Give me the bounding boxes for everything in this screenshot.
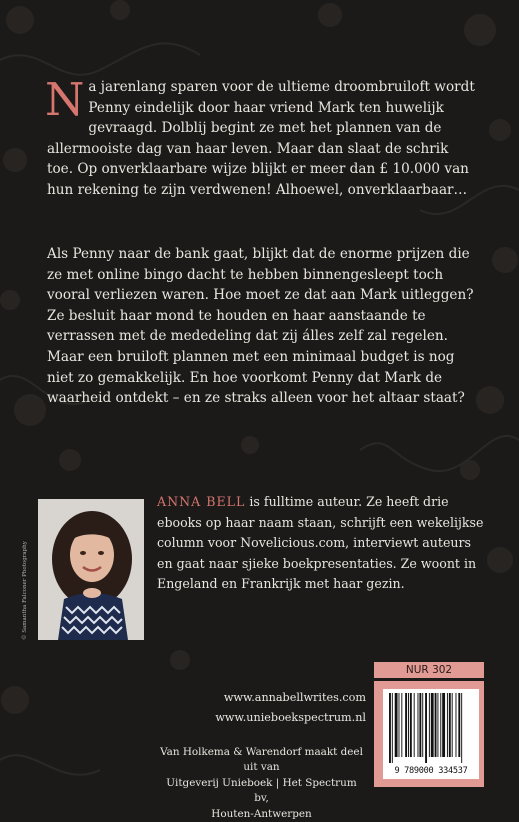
photo-credit: © Samantha Falconer Photography [22, 541, 28, 640]
nur-code: NUR 302 [374, 662, 484, 678]
blurb-paragraph-1 [45, 73, 477, 201]
blurb-paragraph-2: Als Penny naar de bank gaat, blijkt dat de enorme prijzen die ze met online bingo dacht te hebben binnengesleept toch vooral verliezen waren. Hoe moet ze dat aan Mark uitleggen? Ze besluit haar mond te houden en haar aanstaande te verrassen met de mededeling dat zij álles zelf zal regelen. Maar een bruiloft plannen met een minimaal budget is nog niet zo gemakkelijk. En hoe voorkomt Penny dat Mark de waarheid ontdekt – en ze straks alleen voor het altaar staat? [47, 246, 474, 407]
publisher-line-3: Houten-Antwerpen [211, 807, 312, 820]
barcode-bars [387, 693, 475, 763]
publisher-info [160, 745, 363, 822]
blurb-paragraph-1-text: a jarenlang sparen voor de ultieme droombruiloft wordt Penny eindelijk door haar vriend Mark ten huwelijk gevraagd. Dolblij begint ze met het plannen van de allermooiste dag van haar leven. Maar dan slaat de schrik toe. Op onverklaarbare wijze blijkt er meer dan £ 10.000 van hun rekening te zijn verdwenen! Alhoewel, onverklaarbaar… [47, 79, 475, 198]
isbn-number: 9 789000 334537 [394, 766, 468, 776]
barcode [383, 689, 479, 779]
author-portrait-image [38, 499, 144, 640]
author-bio-text: is fulltime auteur. Ze heeft drie ebooks op haar naam staan, schrijft een wekelijkse column voor Novelicious.com, interviewt auteurs en gaat naar sjieke boekpresentaties. Ze woont in Engeland en Frankrijk met haar gezin. [157, 494, 484, 592]
website-link-author: www.annabellwrites.com [223, 691, 366, 704]
website-link-publisher: www.unieboekspectrum.nl [215, 711, 366, 724]
website-links [200, 688, 366, 728]
publisher-line-2: Uitgeverij Unieboek | Het Spectrum bv, [166, 776, 357, 805]
publisher-line-1: Van Holkema & Warendorf maakt deel uit van [160, 746, 363, 774]
author-photo [38, 499, 144, 640]
drop-cap: N [45, 73, 85, 126]
author-bio [157, 492, 487, 595]
barcode-panel [374, 681, 484, 787]
author-name: ANNA BELL [157, 494, 246, 509]
